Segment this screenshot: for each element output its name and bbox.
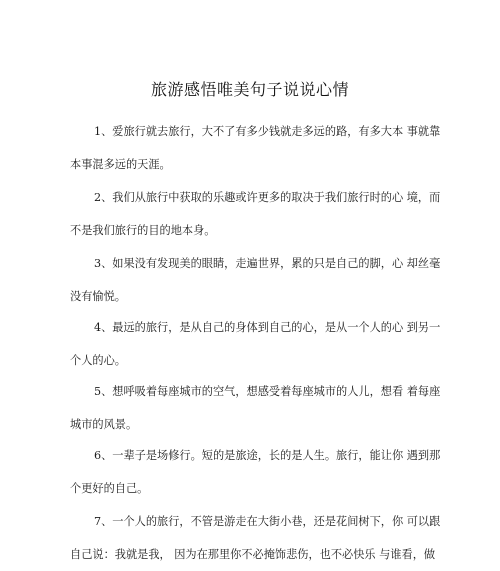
paragraph-line: 5、想呼吸着每座城市的空气，想感受着每座城市的人儿，想看 着每座	[94, 385, 441, 398]
paragraph-4	[70, 311, 441, 377]
paragraph-line: 1、爱旅行就去旅行，大不了有多少钱就走多远的路，有多大本 事就靠	[94, 125, 441, 138]
paragraph-line: 自己说：我就是我， 因为在那里你不必掩饰悲伤，也不必快乐 与谁看，做	[70, 548, 436, 561]
paragraph-6	[70, 439, 441, 505]
paragraph-7	[70, 505, 441, 571]
document-title: 旅游感悟唯美句子说说心情	[150, 80, 349, 99]
paragraph-line: 7、一个人的旅行，不管是游走在大街小巷，还是花间树下，你 可以跟	[94, 515, 441, 528]
paragraph-line: 没有愉悦。	[70, 290, 126, 303]
paragraph-line: 个人的心。	[70, 354, 126, 367]
paragraph-line: 不是我们旅行的目的地本身。	[70, 224, 216, 237]
paragraph-3	[70, 247, 441, 313]
paragraph-line: 6、一辈子是场修行。短的是旅途，长的是人生。旅行，能让你 遇到那	[94, 449, 441, 462]
paragraph-line: 3、如果没有发现美的眼睛，走遍世界，累的只是自己的脚，心 却丝毫	[94, 257, 441, 270]
paragraph-line: 本事混多远的天涯。	[70, 158, 171, 171]
paragraph-line: 4、最远的旅行，是从自己的身体到自己的心，是从一个人的心 到另一	[94, 321, 441, 334]
paragraph-line: 2、我们从旅行中获取的乐趣或许更多的取决于我们旅行时的心 境，而	[94, 191, 441, 204]
paragraph-line: 城市的风景。	[70, 418, 138, 431]
paragraph-2	[70, 181, 441, 247]
paragraph-line: 个更好的自己。	[70, 482, 149, 495]
paragraph-5	[70, 375, 441, 441]
paragraph-1	[70, 115, 441, 181]
